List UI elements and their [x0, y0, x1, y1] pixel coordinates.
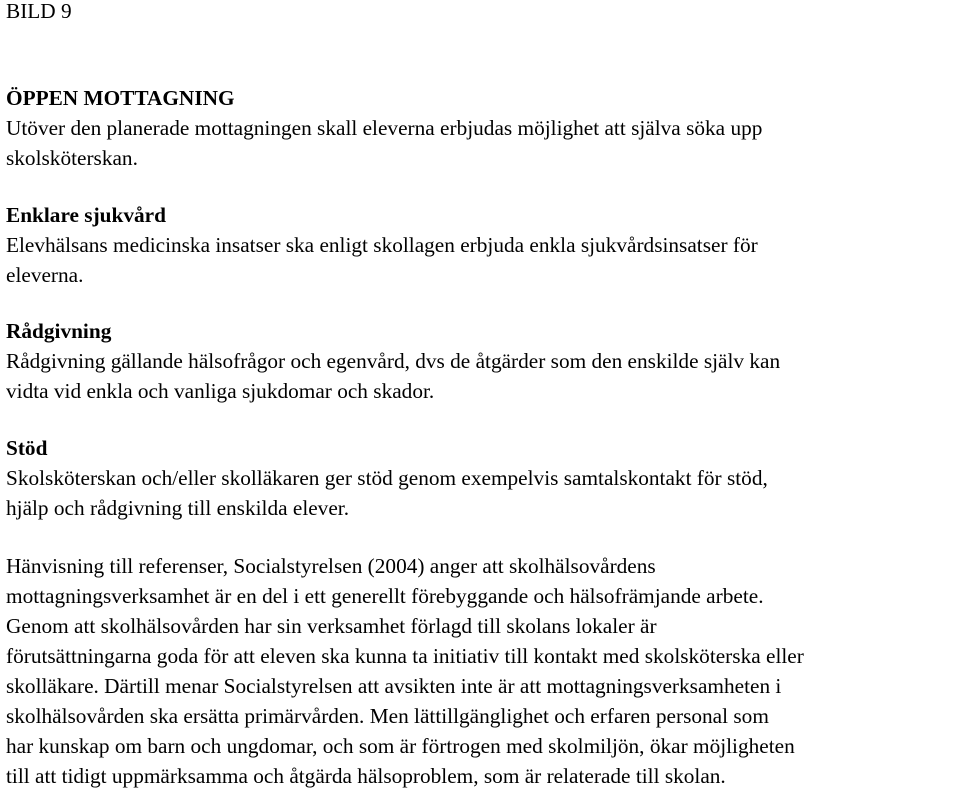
paragraph-line: har kunskap om barn och ungdomar, och som är förtrogen med skolmiljön, ökar möjligheten — [6, 734, 795, 758]
paragraph-line: skolläkare. Därtill menar Socialstyrelsen att avsikten inte är att mottagningsverksamheten i — [6, 674, 782, 698]
section-counselling — [6, 316, 780, 406]
paragraph-line: skolhälsovården ska ersätta primärvården. Men lättillgänglighet och erfaren personal som — [6, 704, 769, 728]
section-support — [6, 433, 768, 523]
references-paragraph — [6, 551, 804, 791]
section-text-line: hjälp och rådgivning till enskilda elever. — [6, 496, 350, 520]
section-open-reception — [6, 83, 762, 173]
section-text-line: Rådgivning gällande hälsofrågor och egenvård, dvs de åtgärder som den enskilde själv kan — [6, 349, 781, 373]
paragraph-line: Genom att skolhälsovården har sin verksamhet förlagd till skolans lokaler är — [6, 614, 657, 638]
section-text-line: vidta vid enkla och vanliga sjukdomar och skador. — [6, 379, 435, 403]
paragraph-line: Hänvisning till referenser, Socialstyrelsen (2004) anger att skolhälsovårdens — [6, 554, 656, 578]
section-simple-care — [6, 200, 758, 290]
section-text-line: Skolsköterskan och/eller skolläkaren ger stöd genom exempelvis samtalskontakt för stöd, — [6, 466, 768, 490]
page-label: BILD 9 — [6, 0, 72, 23]
section-title: Enklare sjukvård — [6, 203, 166, 227]
section-text-line: Utöver den planerade mottagningen skall eleverna erbjudas möjlighet att själva söka upp — [6, 116, 763, 140]
section-title: Stöd — [6, 436, 48, 460]
section-title: ÖPPEN MOTTAGNING — [6, 86, 235, 110]
paragraph-line: till att tidigt uppmärksamma och åtgärda hälsoproblem, som är relaterade till skolan. — [6, 764, 726, 788]
section-text-line: skolsköterskan. — [6, 146, 138, 170]
section-title: Rådgivning — [6, 319, 112, 343]
paragraph-line: mottagningsverksamhet är en del i ett generellt förebyggande och hälsofrämjande arbete. — [6, 584, 764, 608]
section-text-line: eleverna. — [6, 263, 84, 287]
section-text-line: Elevhälsans medicinska insatser ska enligt skollagen erbjuda enkla sjukvårdsinsatser för — [6, 233, 758, 257]
paragraph-line: förutsättningarna goda för att eleven ska kunna ta initiativ till kontakt med skolsköterska eller — [6, 644, 804, 668]
